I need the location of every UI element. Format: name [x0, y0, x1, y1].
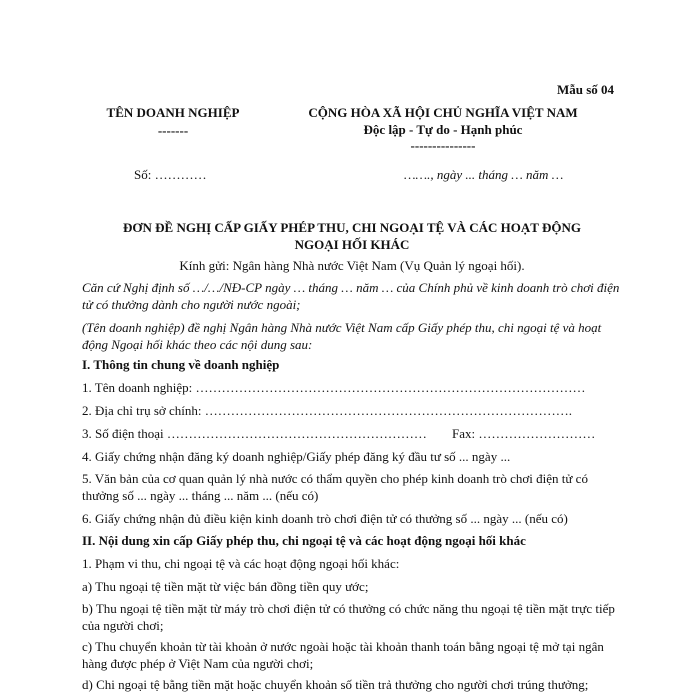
field-head-office-address: 2. Địa chỉ trụ sở chính: …………………………………………………………………………. — [82, 403, 573, 418]
country-name: CỘNG HÒA XÃ HỘI CHỦ NGHĨA VIỆT NAM — [308, 105, 578, 120]
field-license-document: 5. Văn bản của cơ quan quản lý nhà nước có thẩm quyền cho phép kinh doanh trò chơi điện tử có thưởng số ... ngày ... tháng ... năm ... (nếu có) — [82, 471, 588, 503]
field-phone: 3. Số điện thoại …………………………………………………… — [82, 426, 427, 441]
date-line: ……., ngày ... tháng … năm … — [404, 167, 564, 182]
scope-item-c: c) Thu chuyển khoản từ tài khoản ở nước ngoài hoặc tài khoản thanh toán bằng ngoại tệ mở tại ngân hàng được phép ở Việt Nam của người chơi; — [82, 639, 604, 671]
field-company-name: 1. Tên doanh nghiệp: ……………………………………………………………………………… — [82, 380, 586, 395]
form-number: Mẫu số 04 — [557, 82, 615, 97]
field-business-registration: 4. Giấy chứng nhận đăng ký doanh nghiệp/Giấy phép đăng ký đầu tư số ... ngày ... — [82, 449, 511, 464]
motto-underline: --------------- — [410, 138, 476, 153]
addressee: Kính gửi: Ngân hàng Nhà nước Việt Nam (Vụ Quản lý ngoại hối). — [179, 258, 525, 273]
reference-number: Số: ………… — [134, 167, 207, 182]
section-2-heading: II. Nội dung xin cấp Giấy phép thu, chi ngoại tệ và các hoạt động ngoại hối khác — [82, 533, 526, 548]
scope-item-b: b) Thu ngoại tệ tiền mặt từ máy trò chơi điện tử có thưởng có chức năng thu ngoại tệ tiền mặt trực tiếp của người chơi; — [82, 601, 615, 633]
scope-item-d: d) Chi ngoại tệ bằng tiền mặt hoặc chuyển khoản số tiền trả thưởng cho người chơi trúng thưởng; — [82, 677, 589, 692]
scope-intro: 1. Phạm vi thu, chi ngoại tệ và các hoạt động ngoại hối khác: — [82, 556, 400, 571]
section-1-heading: I. Thông tin chung về doanh nghiệp — [82, 357, 280, 372]
title-line-2: NGOẠI HỐI KHÁC — [294, 237, 410, 252]
motto: Độc lập - Tự do - Hạnh phúc — [363, 122, 523, 137]
field-eligibility-certificate: 6. Giấy chứng nhận đủ điều kiện kinh doanh trò chơi điện tử có thưởng số ... ngày ... (nếu có) — [82, 511, 568, 526]
scope-item-a: a) Thu ngoại tệ tiền mặt từ việc bán đồng tiền quy ước; — [82, 579, 369, 594]
field-fax: Fax: ……………………… — [452, 426, 596, 441]
request-statement: (Tên doanh nghiệp) đề nghị Ngân hàng Nhà nước Việt Nam cấp Giấy phép thu, chi ngoại tệ và hoạt động Ngoại hối khác theo các nội dung sau: — [82, 320, 602, 352]
company-underline: ------- — [157, 123, 189, 138]
title-line-1: ĐƠN ĐỀ NGHỊ CẤP GIẤY PHÉP THU, CHI NGOẠI TỆ VÀ CÁC HOẠT ĐỘNG — [123, 220, 581, 235]
legal-basis: Căn cứ Nghị định số …/…/NĐ-CP ngày … tháng … năm … của Chính phủ về kinh doanh trò chơi điện tử có thưởng dành cho người nước ngoài; — [82, 280, 620, 312]
company-name-placeholder: TÊN DOANH NGHIỆP — [106, 105, 240, 120]
